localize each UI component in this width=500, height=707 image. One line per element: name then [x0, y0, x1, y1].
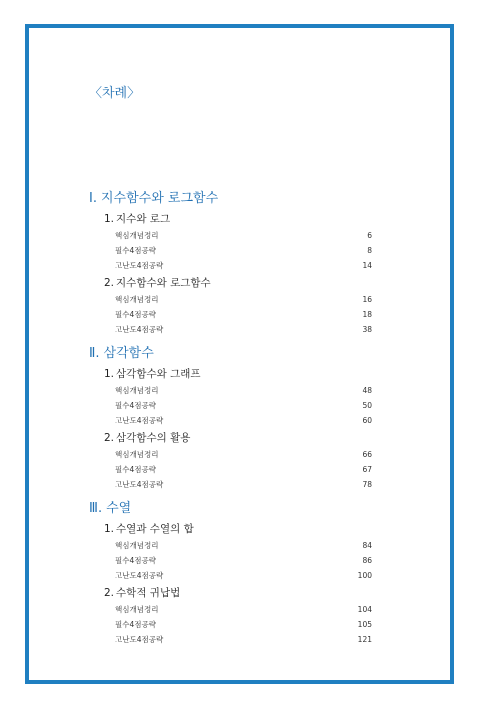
entry-label: 고난도4점공략 [115, 635, 164, 644]
chapter-name: 수열과 수열의 합 [116, 523, 194, 535]
chapter [104, 211, 372, 273]
toc-entry[interactable] [115, 292, 372, 307]
chapter-name: 지수함수와 로그함수 [116, 277, 211, 289]
entry-label: 필수4점공략 [115, 620, 156, 629]
entry-page: 100 [357, 571, 372, 580]
toc-entry[interactable] [115, 228, 372, 243]
table-of-contents [89, 189, 372, 654]
part-title [89, 344, 372, 364]
entry-label: 핵심개념정리 [115, 295, 159, 304]
part-number: Ⅱ. [89, 346, 100, 361]
chapter-title [104, 430, 372, 447]
part-3 [89, 499, 372, 647]
entry-page: 8 [367, 246, 372, 255]
toc-entry[interactable] [115, 243, 372, 258]
entry-page: 38 [362, 325, 372, 334]
toc-entry[interactable] [115, 568, 372, 583]
chapter-number: 2. [104, 277, 115, 289]
chapter [104, 521, 372, 583]
entry-label: 고난도4점공략 [115, 261, 164, 270]
chapter-number: 1. [104, 523, 115, 535]
chapter-number: 2. [104, 432, 115, 444]
chapter [104, 275, 372, 337]
chapter [104, 430, 372, 492]
entry-page: 84 [362, 541, 372, 550]
part-number: Ⅲ. [89, 501, 103, 516]
chapter [104, 366, 372, 428]
chapter-title [104, 211, 372, 228]
chapter-number: 1. [104, 213, 115, 225]
chapter-name: 수학적 귀납법 [116, 587, 181, 599]
entry-label: 고난도4점공략 [115, 480, 164, 489]
entry-page: 6 [367, 231, 372, 240]
entry-page: 60 [362, 416, 372, 425]
toc-entry[interactable] [115, 538, 372, 553]
part-title [89, 499, 372, 519]
chapter-title [104, 521, 372, 538]
entry-label: 필수4점공략 [115, 310, 156, 319]
entry-label: 핵심개념정리 [115, 450, 159, 459]
chapter [104, 585, 372, 647]
entry-label: 고난도4점공략 [115, 571, 164, 580]
entry-label: 필수4점공략 [115, 556, 156, 565]
toc-entry[interactable] [115, 553, 372, 568]
entry-page: 18 [362, 310, 372, 319]
entry-page: 67 [362, 465, 372, 474]
entry-page: 16 [362, 295, 372, 304]
entry-label: 필수4점공략 [115, 401, 156, 410]
toc-title: 〈차례〉 [89, 86, 141, 101]
toc-entry[interactable] [115, 258, 372, 273]
entry-page: 105 [357, 620, 372, 629]
entry-page: 14 [362, 261, 372, 270]
chapter-title [104, 585, 372, 602]
toc-entry[interactable] [115, 383, 372, 398]
entry-label: 필수4점공략 [115, 246, 156, 255]
toc-entry[interactable] [115, 477, 372, 492]
entry-label: 핵심개념정리 [115, 231, 159, 240]
entry-page: 121 [357, 635, 372, 644]
entry-label: 필수4점공략 [115, 465, 156, 474]
entry-label: 핵심개념정리 [115, 386, 159, 395]
part-2 [89, 344, 372, 492]
toc-entry[interactable] [115, 447, 372, 462]
toc-entry[interactable] [115, 462, 372, 477]
chapter-title [104, 366, 372, 383]
entry-page: 78 [362, 480, 372, 489]
entry-page: 66 [362, 450, 372, 459]
part-name: 삼각함수 [103, 346, 154, 361]
part-1 [89, 189, 372, 337]
entry-page: 48 [362, 386, 372, 395]
chapter-name: 삼각함수와 그래프 [116, 368, 201, 380]
part-name: 수열 [106, 501, 132, 516]
part-name: 지수함수와 로그함수 [100, 191, 219, 206]
entry-page: 86 [362, 556, 372, 565]
toc-entry[interactable] [115, 398, 372, 413]
toc-entry[interactable] [115, 322, 372, 337]
entry-page: 50 [362, 401, 372, 410]
chapter-number: 2. [104, 587, 115, 599]
entry-page: 104 [357, 605, 372, 614]
chapter-name: 지수와 로그 [116, 213, 171, 225]
toc-entry[interactable] [115, 307, 372, 322]
part-title [89, 189, 372, 209]
chapter-name: 삼각함수의 활용 [116, 432, 191, 444]
entry-label: 핵심개념정리 [115, 541, 159, 550]
entry-label: 핵심개념정리 [115, 605, 159, 614]
part-number: Ⅰ. [89, 191, 97, 206]
toc-entry[interactable] [115, 617, 372, 632]
toc-entry[interactable] [115, 602, 372, 617]
toc-entry[interactable] [115, 632, 372, 647]
chapter-number: 1. [104, 368, 115, 380]
entry-label: 고난도4점공략 [115, 416, 164, 425]
toc-entry[interactable] [115, 413, 372, 428]
entry-label: 고난도4점공략 [115, 325, 164, 334]
chapter-title [104, 275, 372, 292]
